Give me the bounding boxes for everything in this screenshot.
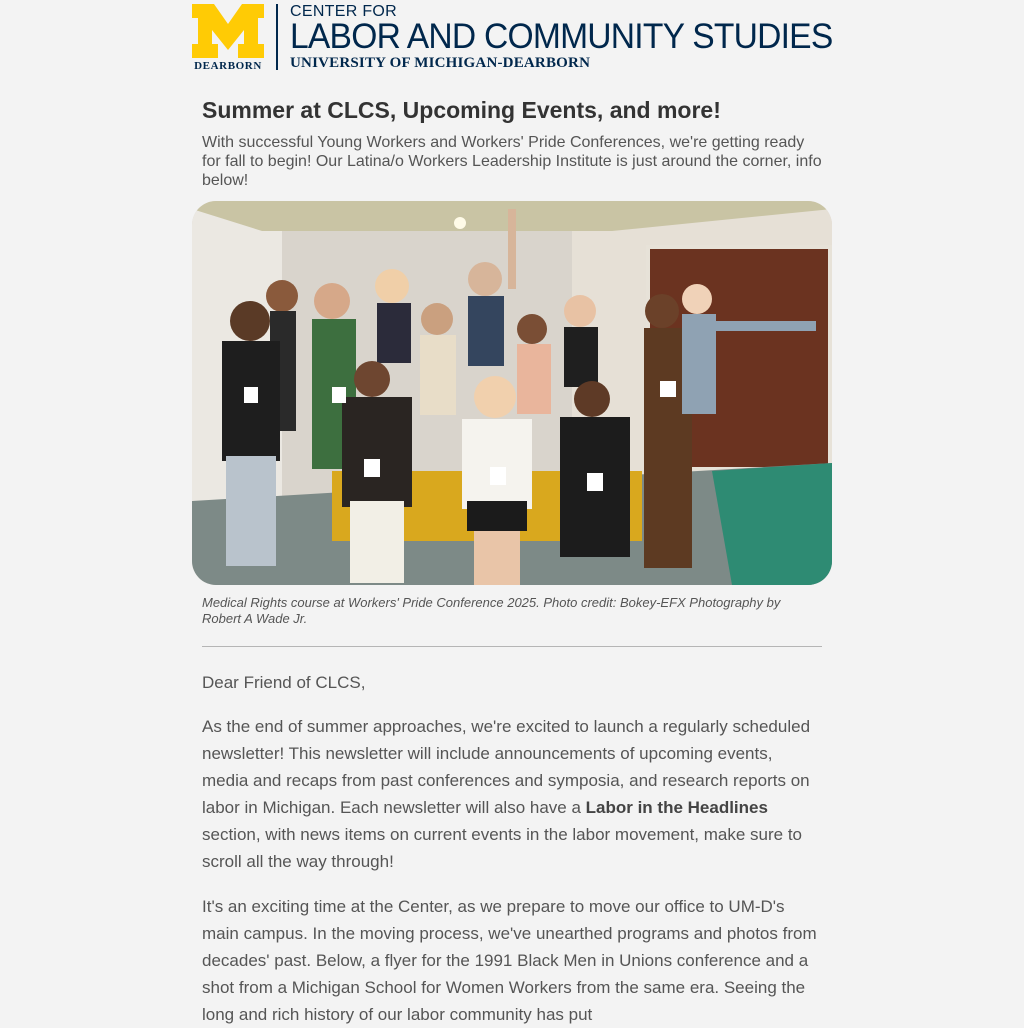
- logo-subtitle: DEARBORN: [194, 60, 262, 72]
- letter-greeting: Dear Friend of CLCS,: [202, 673, 366, 692]
- org-name-line1: CENTER FOR: [290, 3, 397, 20]
- labor-headlines-highlight: Labor in the Headlines: [585, 798, 768, 817]
- org-name-line2: LABOR AND COMMUNITY STUDIES: [290, 17, 833, 56]
- photo-caption: Medical Rights course at Workers' Pride Conference 2025. Photo credit: Bokey-EFX Photography by Robert A Wade Jr.: [202, 595, 781, 626]
- block-m-logo: [192, 4, 264, 58]
- newsletter-container: [192, 0, 832, 1028]
- header-logo[interactable]: [192, 0, 832, 88]
- newsletter-headline: Summer at CLCS, Upcoming Events, and more!: [202, 97, 721, 123]
- logo-divider: [276, 4, 278, 70]
- letter-body: [192, 669, 832, 1028]
- group-photo: [192, 201, 832, 585]
- org-name-line3: UNIVERSITY OF MICHIGAN-DEARBORN: [290, 55, 591, 71]
- intro-text: With successful Young Workers and Workers' Pride Conferences, we're getting ready for fall to begin! Our Latina/o Workers Leadership Institute is just around the corner, info below!: [202, 134, 822, 189]
- paragraph-1-text-b: section, with news items on current events in the labor movement, make sure to scroll all the way through!: [202, 825, 802, 871]
- section-divider: [202, 646, 822, 647]
- letter-paragraph-1: [202, 713, 822, 875]
- letter-paragraph-2: It's an exciting time at the Center, as we prepare to move our office to UM-D's main campus. In the moving process, we've unearthed programs and photos from decades' past. Below, a flyer for the 1991 Black Men in Unions conference and a shot from a Michigan School for Women Workers from the same era. Seeing the long and rich history of our labor community has put: [202, 897, 817, 1024]
- paragraph-1-text-a: As the end of summer approaches, we're excited to launch a regularly scheduled newsletter! This newsletter will include announcements of upcoming events, media and recaps from past conferences and symposia, and research reports on labor in Michigan. Each newsletter will also have a: [202, 717, 811, 817]
